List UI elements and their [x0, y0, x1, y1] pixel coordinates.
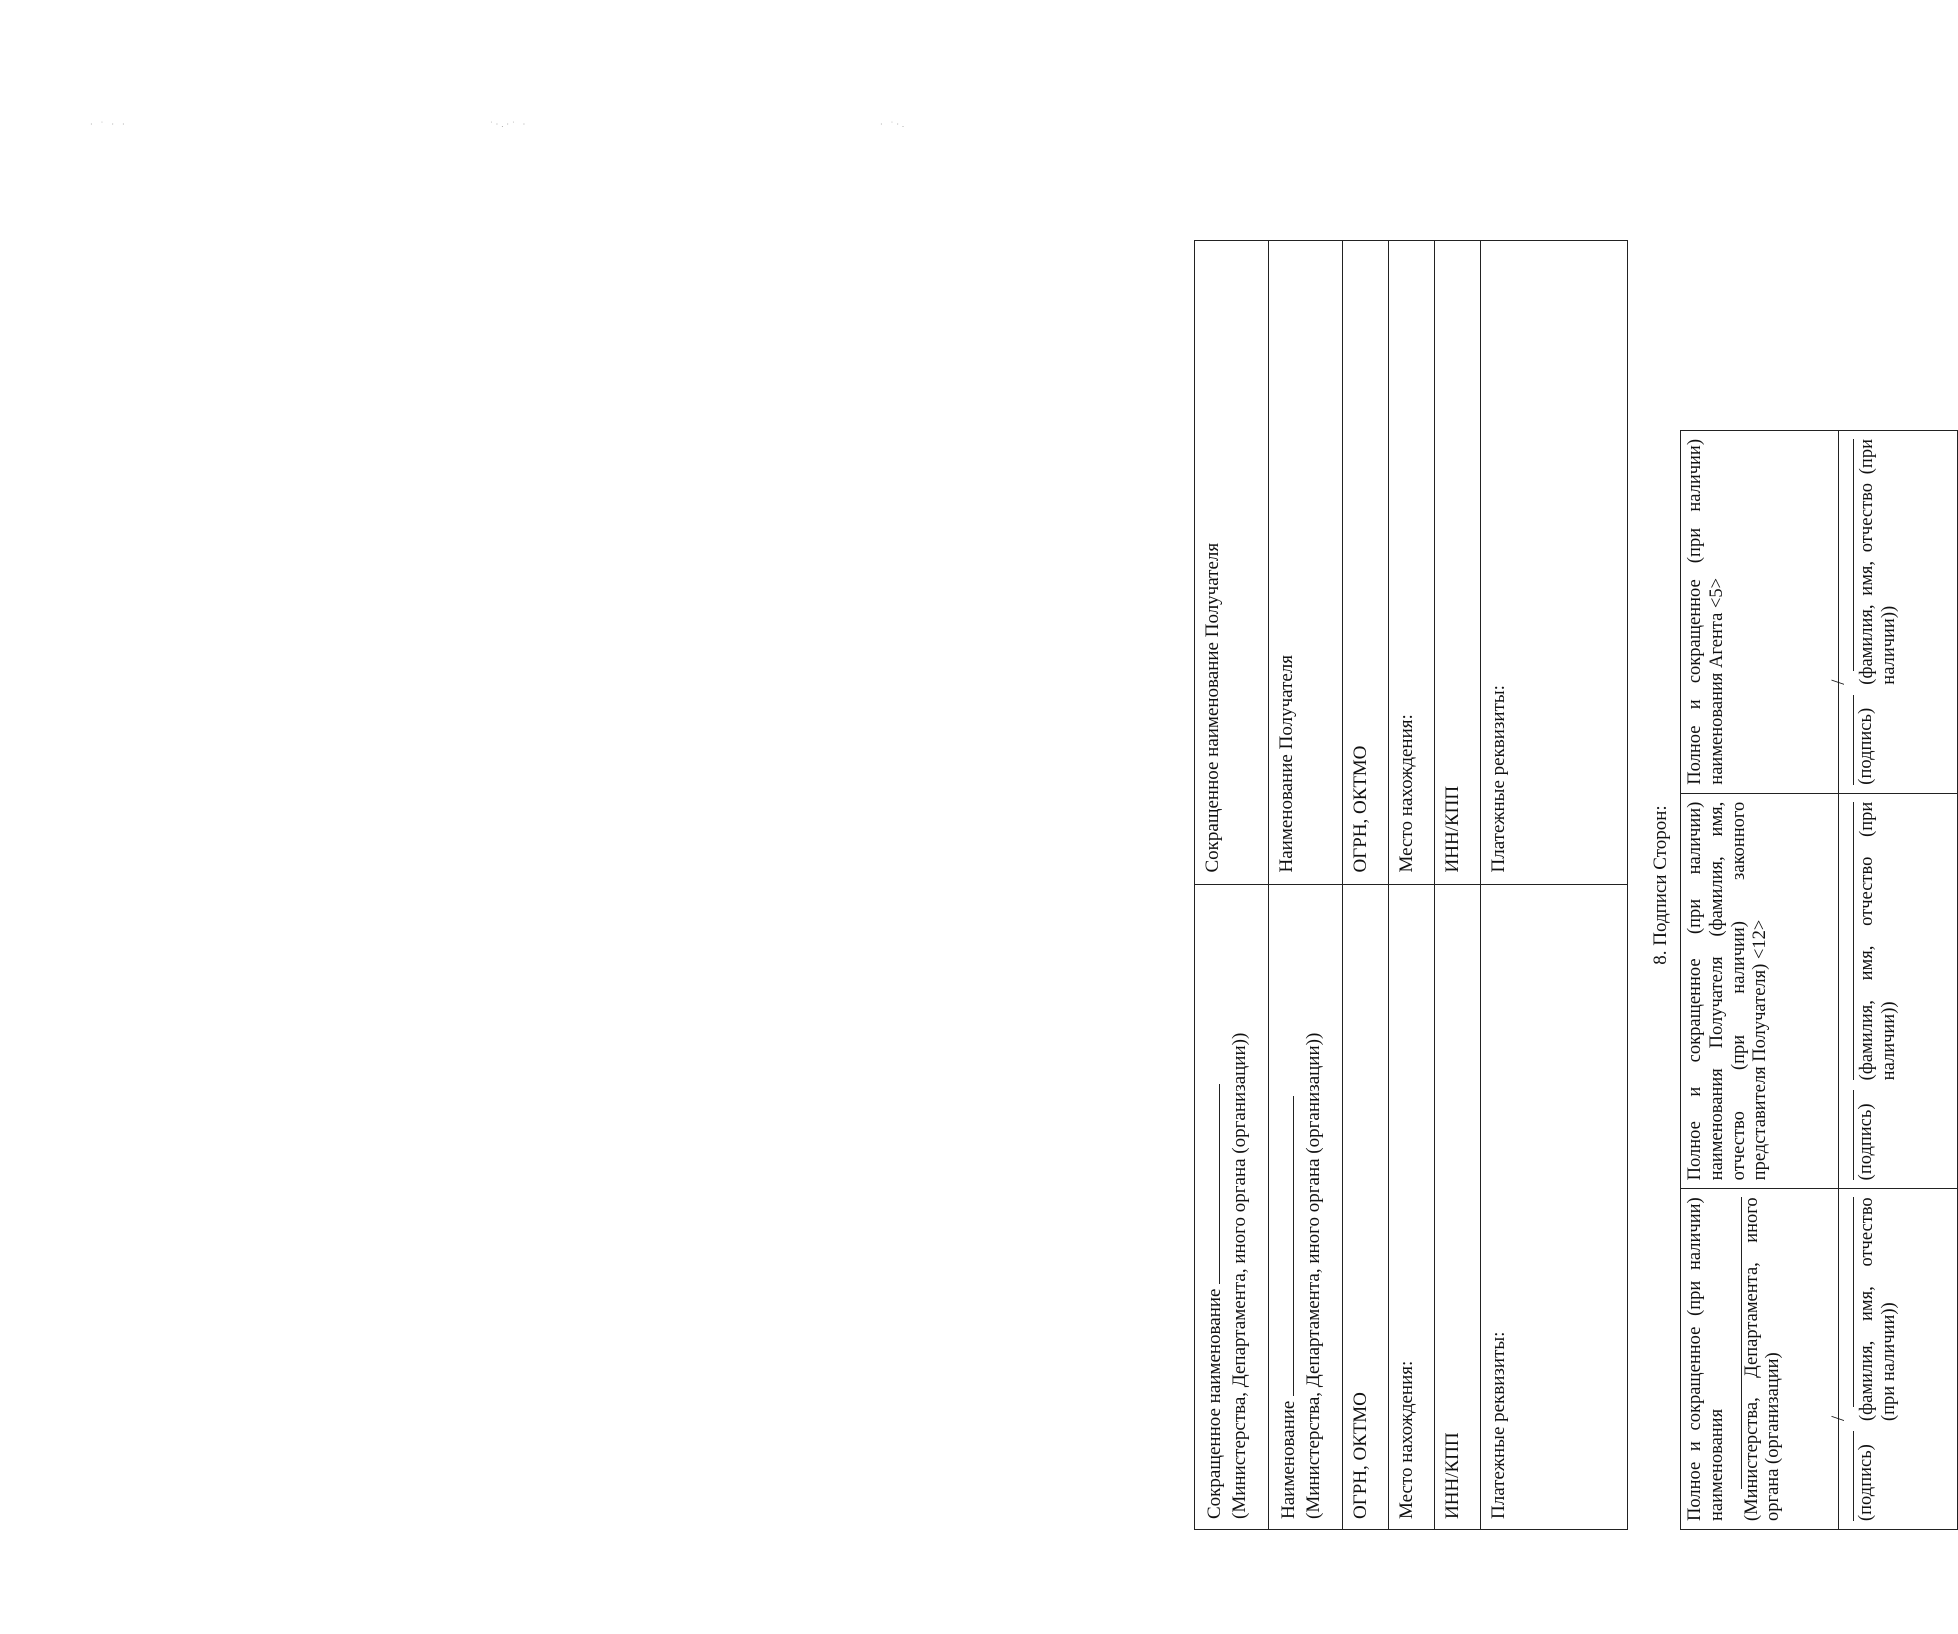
name-blank	[1275, 1096, 1294, 1396]
col1-header-b: (Министерства, Департамента, иного органа (организации)	[1741, 1197, 1784, 1521]
row-inn	[1435, 241, 1481, 1530]
cell-left-payment: Платежные реквизиты:	[1481, 885, 1628, 1530]
fio-label-3: (фамилия, имя, отчество (при наличии))	[1857, 439, 1899, 685]
row-ogrn	[1343, 241, 1389, 1530]
signatures-header-row	[1681, 431, 1839, 1530]
col3-signature	[1829, 431, 1958, 794]
row-short-name	[1195, 241, 1269, 1530]
scan-specks-left: · ˙ · ·	[90, 120, 128, 129]
short-name-blank	[1201, 1084, 1220, 1284]
cell-right-payment: Платежные реквизиты:	[1481, 241, 1628, 886]
col3-header: Полное и сокращенное (при наличии) наименования Агента <5>	[1681, 431, 1839, 794]
cell-right-short-name: Сокращенное наименование Получателя	[1195, 241, 1269, 886]
short-name-label: Сокращенное наименование	[1204, 1288, 1225, 1519]
cell-left-location: Место нахождения:	[1389, 885, 1435, 1530]
col2-signature	[1839, 793, 1958, 1189]
col2-header: Полное и сокращенное (при наличии) наименования Получателя (фамилия, имя, отчество (при наличии) законного представителя Получателя) <12>	[1681, 793, 1839, 1189]
rotated-content	[1000, 240, 1899, 1530]
cell-left-ogrn: ОГРН, ОКТМО	[1343, 885, 1389, 1530]
name-label: Наименование	[1278, 1400, 1299, 1519]
cell-right-name: Наименование Получателя	[1269, 241, 1343, 886]
row-name	[1269, 241, 1343, 1530]
signatures-sign-row	[1839, 431, 1958, 1530]
fio-label-1: (фамилия, имя, отчество (при наличии))	[1857, 1197, 1899, 1421]
sig-label-3: (подпись)	[1853, 695, 1878, 785]
sig-label-1: (подпись)	[1853, 1431, 1878, 1521]
col1-header	[1681, 1189, 1839, 1530]
sig-slash-3: /	[1829, 679, 1849, 685]
cell-right-ogrn: ОГРН, ОКТМО	[1343, 241, 1389, 886]
scan-specks-right: · ˙·.	[880, 120, 907, 129]
cell-left-short-name	[1195, 885, 1269, 1530]
short-name-note: (Министерства, Департамента, иного органа (организации))	[1228, 1032, 1250, 1519]
row-location	[1389, 241, 1435, 1530]
row-payment	[1481, 241, 1628, 1530]
fio-label-2: (фамилия, имя, отчество (при наличии))	[1857, 801, 1899, 1081]
sig-label-2: (подпись)	[1853, 1090, 1878, 1180]
col1-header-a: Полное и сокращенное (при наличии) наименования	[1685, 1197, 1727, 1521]
col1-signature	[1829, 1189, 1958, 1530]
section-title: 8. Подписи Сторон:	[1650, 805, 1671, 965]
signatures-table	[1680, 430, 1958, 1530]
scan-specks-center: ˙·.·˙ ·	[490, 120, 529, 129]
cell-left-name	[1269, 885, 1343, 1530]
cell-right-location: Место нахождения:	[1389, 241, 1435, 886]
sig-slash-1: /	[1829, 1415, 1849, 1421]
cell-right-inn: ИНН/КПП	[1435, 241, 1481, 886]
requisites-table	[1194, 240, 1628, 1530]
name-note: (Министерства, Департамента, иного органа (организации))	[1302, 1032, 1324, 1519]
cell-left-inn: ИНН/КПП	[1435, 885, 1481, 1530]
